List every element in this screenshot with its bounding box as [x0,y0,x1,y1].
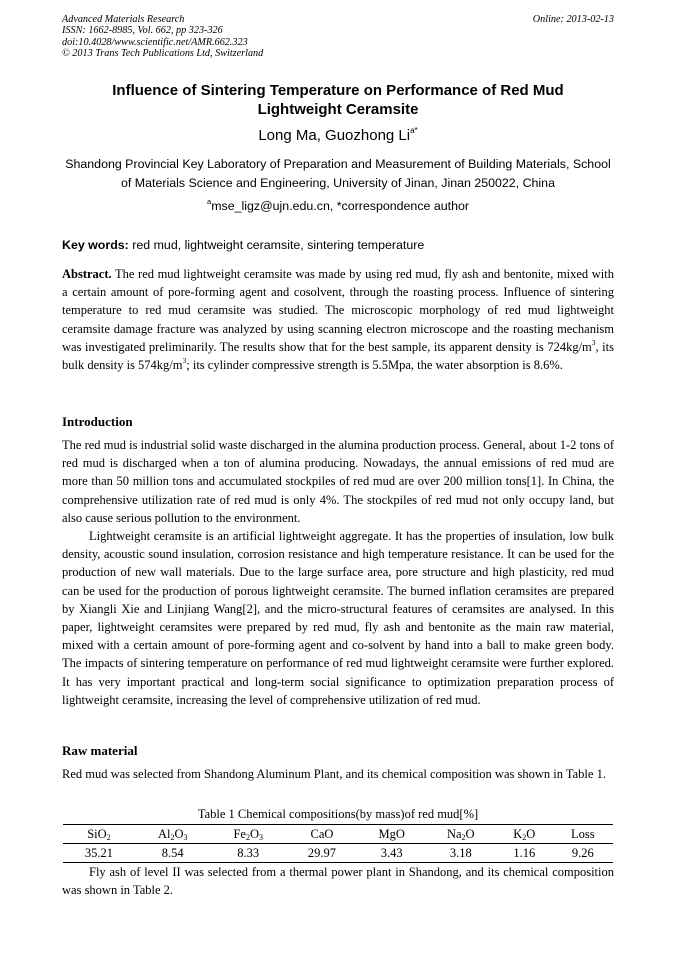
table-column-header [135,825,211,844]
keywords-text: red mud, lightweight ceramsite, sintering temperature [132,238,425,252]
table-cell: 35.21 [84,846,114,860]
formula-text: O [174,827,184,841]
affiliation-line-1: Shandong Provincial Key Laboratory of Preparation and Measurement of Building Materials, School [65,157,611,171]
table-cell: 8.54 [161,846,184,860]
formula-text: O [526,827,536,841]
formula-text: O [465,827,475,841]
formula-text: Loss [570,827,595,841]
formula-text: K [513,827,523,841]
formula-text: MgO [378,827,405,841]
abstract-text-b: , its bulk density is 574kg/m [62,339,614,373]
online-date: Online: 2013-02-13 [532,14,614,25]
table-column-header [425,825,496,844]
journal-name: Advanced Materials Research [62,14,185,25]
subscript: 2 [245,833,250,842]
affiliation [62,155,614,193]
abstract-text-a: The red mud lightweight ceramsite was made by using red mud, fly ash and bentonite, mixed with a certain amount of pore-forming agent and cosolvent, through the roasting process. Influence of sintering temperature to red mud ceramsite was studied. The microscopic morphology of red mud lightweight ceramsite damage fracture was analyzed by using scanning electron microscope and the roasting mechanism was investigated preliminarily. The results show that for the best sample, its apparent density is 724kg/m [62,267,614,354]
title-line-1: Influence of Sintering Temperature on Performance of Red Mud [112,82,564,99]
subscript: 2 [522,833,527,842]
intro-paragraph-1: The red mud is industrial solid waste discharged in the alumina production process. General, about 1-2 tons of red mud is discharged when a ton of alumina producing. Nowadays, the annual emissions of red mud are more than 50 million tons and accumulated stockpiles of red mud are over 200 million tons[1]. In China, the comprehensive utilization rate of red mud is only 4%. The stockpiles of red mud not only occupy land, but also cause serious pollution to the environment. [62,438,614,525]
formula-text: CaO [310,827,334,841]
copyright-line: © 2013 Trans Tech Publications Ltd, Switzerland [62,48,264,60]
intro-paragraph-2: Lightweight ceramsite is an artificial lightweight aggregate. It has the properties of insulation, low bulk density, acoustic sound insulation, corrosion resistance and high temperature resistance. It can be used for the production of new wall materials. Due to the large surface area, pore structure and high plasticity, red mud can be used for the production of porous lightweight ceramsite. The burned inflation ceramsites are prepared by Xiangli Xie and Linjiang Wang[2], and the micro-structural features of ceramsites are analysed. In this paper, lightweight ceramsites were prepared by red mud, fly ash and bentonite as the main raw material, mixed with a certain amount of pore-forming agent and co-solvent by hand into a ball to make green body. The impacts of sintering temperature on performance of red mud lightweight ceramsite were further explored. It has very important practical and long-term social significance to optimization preparation process of lightweight ceramsite, increasing the level of comprehensive utilization of red mud. [62,529,614,707]
formula-text: SiO [87,827,107,841]
table-column-header [553,825,614,844]
author-names: Long Ma, Guozhong Li [258,127,411,144]
table-cell: 3.18 [449,846,472,860]
table-cell: 1.16 [513,846,536,860]
abstract [62,265,614,374]
subscript: 2 [461,833,466,842]
affiliation-line-2: of Materials Science and Engineering, University of Jinan, Jinan 250022, China [121,176,555,190]
email-text: mse_ligz@ujn.edu.cn, *correspondence author [211,199,469,213]
raw-material-paragraph-2: Fly ash of level II was selected from a thermal power plant in Shandong, and its chemical composition was shown in Table 2. [62,865,614,898]
subscript: 3 [259,833,263,842]
table-cell: 8.33 [237,846,260,860]
formula-text: Al [157,827,171,841]
subscript: 2 [170,833,175,842]
formula-text: Fe [233,827,246,841]
keywords-label: Key words: [62,238,129,252]
table-cell: 9.26 [571,846,594,860]
table-column-header [63,825,135,844]
table-column-header [496,825,552,844]
raw-material-paragraph-1: Red mud was selected from Shandong Aluminum Plant, and its chemical composition was shown in Table 1. [62,767,606,781]
abstract-text-c: ; its cylinder compressive strength is 5.5Mpa, the water absorption is 8.6%. [186,358,563,373]
title-line-2: Lightweight Ceramsite [257,101,419,118]
formula-text: Na [446,827,462,841]
table-column-header [286,825,358,844]
author-list [62,127,614,145]
table-caption: Table 1 Chemical compositions(by mass)of red mud[%] [197,807,479,821]
table-cell: 3.43 [380,846,403,860]
table-column-header [210,825,286,844]
section-heading-raw-material: Raw material [62,743,138,758]
formula-text: O [249,827,259,841]
chemical-composition-table [63,824,613,863]
author-mark: a* [410,126,418,135]
email-mark: a [207,197,212,206]
paper-title [62,81,614,119]
table-column-header [358,825,426,844]
keywords [62,237,614,253]
issn-line: ISSN: 1662-8985, Vol. 662, pp 323-326 [62,25,223,37]
subscript: 3 [183,833,188,842]
abstract-label: Abstract. [62,267,112,281]
subscript: 2 [106,833,111,842]
email-line [62,198,614,214]
doi-line: doi:10.4028/www.scientific.net/AMR.662.323 [62,36,248,48]
section-heading-introduction: Introduction [62,414,133,429]
table-header-row [63,825,613,844]
table-cell: 29.97 [307,846,337,860]
table-row [63,844,613,863]
superscript: 3 [591,337,596,347]
superscript: 3 [182,356,187,366]
